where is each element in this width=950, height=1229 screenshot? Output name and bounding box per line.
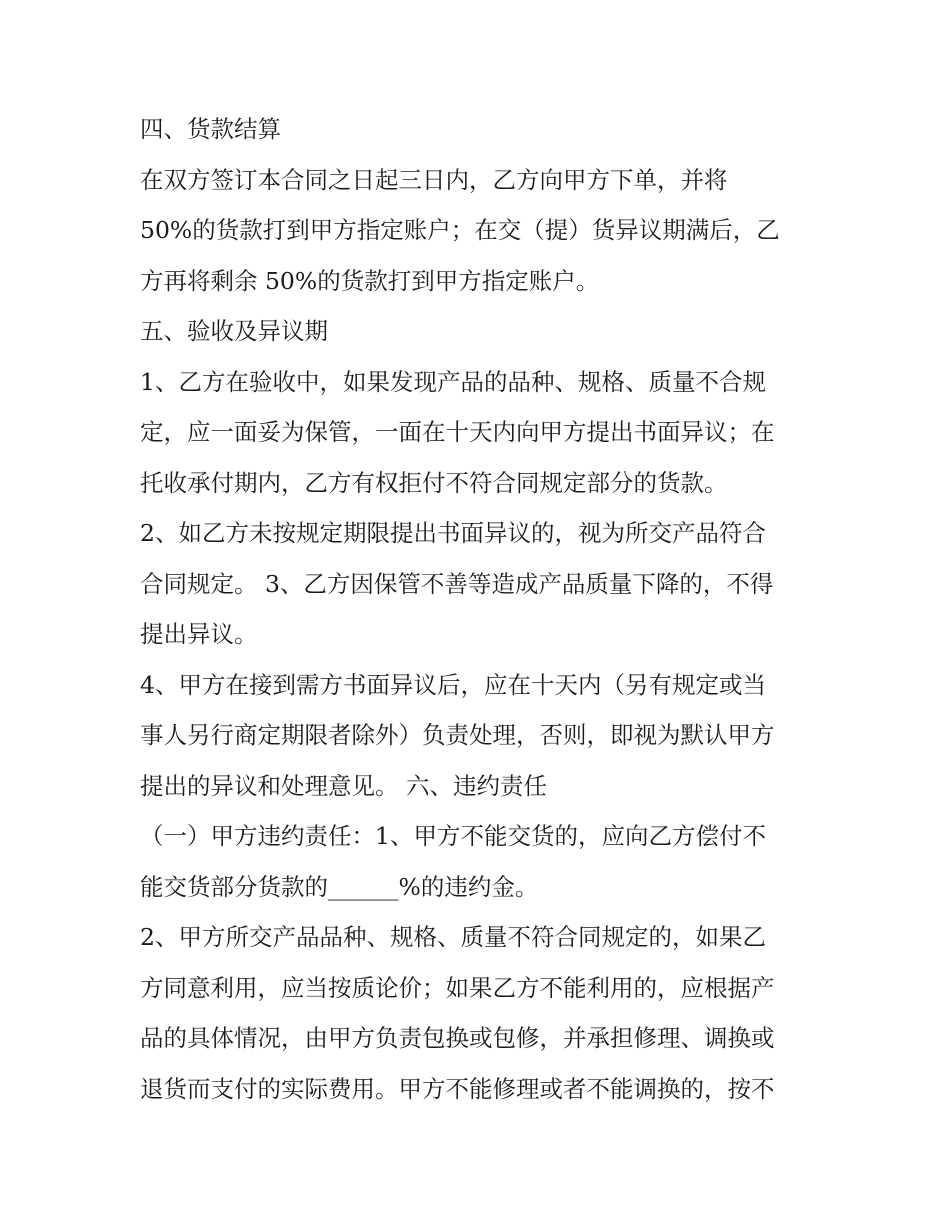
- text-line: 2、甲方所交产品品种、规格、质量不符合同规定的，如果乙: [140, 923, 766, 951]
- text-line: 品的具体情况，由甲方负责包换或包修，并承担修理、调换或: [140, 1024, 775, 1052]
- section-heading-5: 五、验收及异议期: [140, 317, 328, 345]
- text-line: 1、乙方在验收中，如果发现产品的品种、规格、质量不合规: [140, 367, 766, 396]
- document-body: [140, 104, 820, 1114]
- text-line: 方再将剩余 50%的货款打到甲方指定账户。: [140, 266, 600, 295]
- text-line: 退货而支付的实际费用。甲方不能修理或者不能调换的，按不: [140, 1074, 775, 1103]
- text-line: 提出的异议和处理意见。 六、违约责任: [140, 771, 547, 800]
- text-line: 托收承付期内，乙方有权拒付不符合同规定部分的货款。: [140, 468, 728, 497]
- text-line: 合同规定。 3、乙方因保管不善等造成产品质量下降的，不得: [140, 569, 774, 598]
- text-line: 2、如乙方未按规定期限提出书面异议的，视为所交产品符合: [140, 519, 766, 547]
- text-line: 提出异议。: [140, 620, 258, 648]
- text-line: 事人另行商定期限者除外）负责处理，否则，即视为默认甲方: [140, 721, 775, 749]
- text-line: 方同意利用，应当按质论价；如果乙方不能利用的，应根据产: [140, 973, 775, 1002]
- text-line: 在双方签订本合同之日起三日内，乙方向甲方下单，并将: [140, 165, 728, 194]
- section-heading-4: 四、货款结算: [140, 115, 281, 143]
- text-line: （一）甲方违约责任：1、甲方不能交货的，应向乙方偿付不: [140, 822, 766, 850]
- text-line: 定，应一面妥为保管，一面在十天内向甲方提出书面异议；在: [140, 418, 775, 446]
- text-line: 4、甲方在接到需方书面异议后，应在十天内（另有规定或当: [140, 670, 766, 699]
- text-line: 能交货部分货款的______%的违约金。: [140, 872, 539, 901]
- text-line: 50%的货款打到甲方指定账户；在交（提）货异议期满后，乙: [140, 216, 780, 244]
